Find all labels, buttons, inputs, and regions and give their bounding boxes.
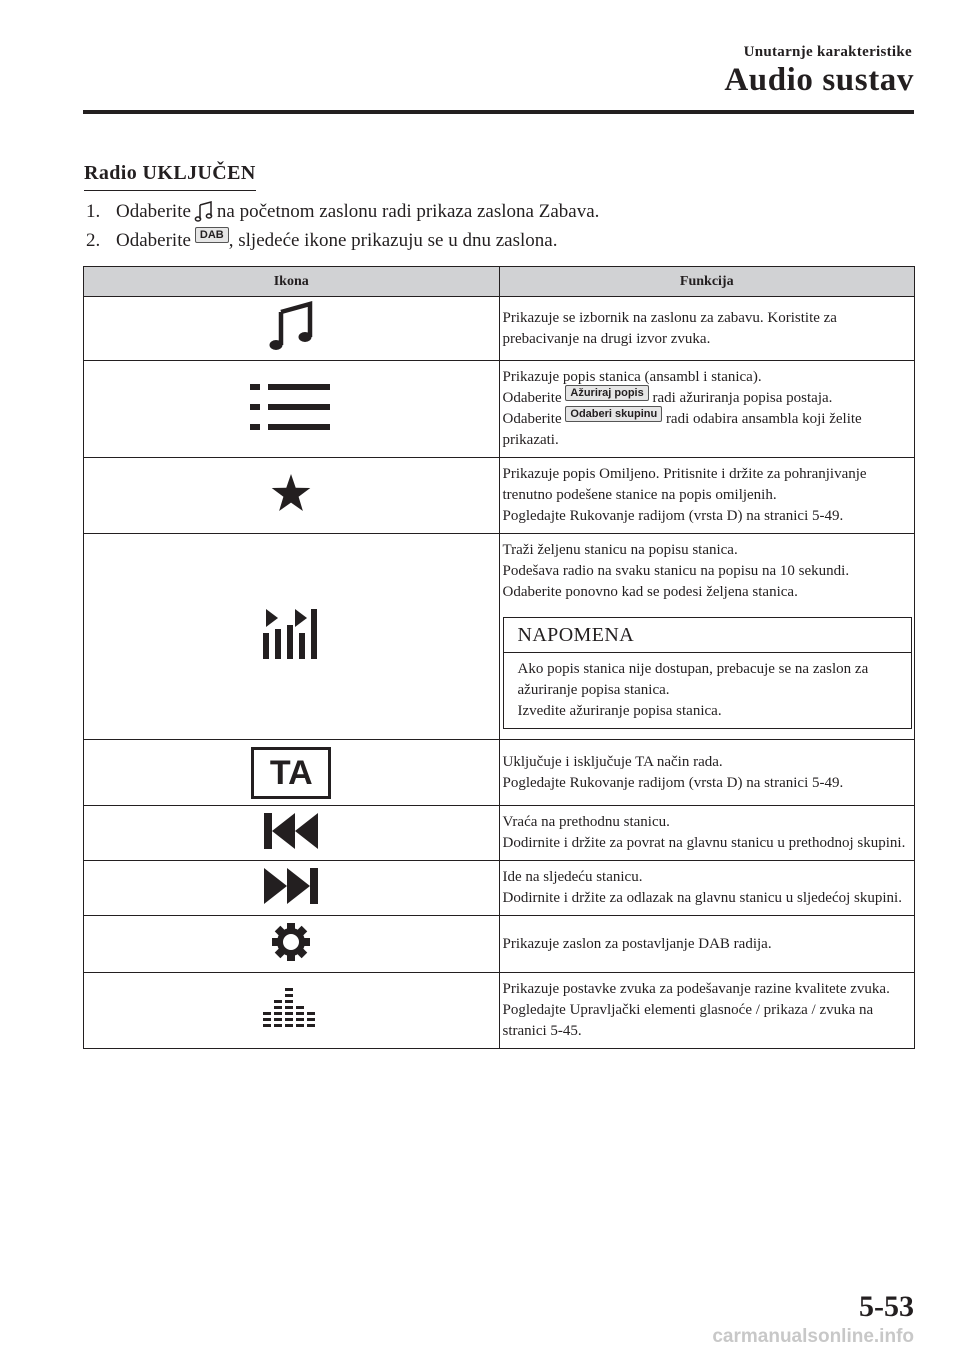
description-text: Odaberite ponovno kad se podesi željena stanica. — [502, 584, 798, 600]
function-table — [83, 266, 915, 1049]
note-title: NAPOMENA — [504, 618, 912, 653]
description-text: Prikazuje popis stanica (ansambl i stanica). — [502, 369, 762, 385]
table-row — [84, 297, 915, 361]
description-text: Prikazuje popis Omiljeno. Pritisnite i držite za pohranjivanje trenutno podešene stanice na popis omiljenih. — [502, 466, 867, 503]
music-note-icon[interactable] — [267, 339, 315, 356]
scan-icon[interactable] — [263, 646, 319, 663]
description-text: Vraća na prethodnu stanicu. — [502, 814, 670, 830]
table-row — [84, 916, 915, 973]
description-text: Ide na sljedeću stanicu. — [502, 869, 643, 885]
update-list-button[interactable]: Ažuriraj popis — [565, 385, 648, 401]
description-text: Pogledajte Rukovanje radijom (vrsta D) na stranici 5-49. — [502, 508, 844, 524]
note-box — [503, 617, 913, 729]
note-text: Izvedite ažuriranje popisa stanica. — [517, 703, 722, 719]
description-text: Pogledajte Rukovanje radijom (vrsta D) na stranici 5-49. — [502, 774, 844, 791]
table-row — [84, 458, 915, 534]
star-icon[interactable] — [271, 499, 311, 516]
step-text-pre: Odaberite — [116, 201, 191, 222]
section-title: Radio UKLJUČEN — [84, 162, 256, 191]
table-row — [84, 861, 915, 916]
description-text: Podešava radio na svaku stanicu na popisu na 10 sekundi. — [502, 563, 850, 579]
table-row — [84, 361, 915, 458]
list-icon[interactable] — [250, 419, 332, 436]
step-number: 1. — [86, 201, 101, 222]
skip-back-icon[interactable] — [264, 836, 318, 853]
table-row — [84, 806, 915, 861]
page-title: Audio sustav — [724, 62, 914, 98]
description-text: Odaberite — [502, 411, 562, 427]
step-2 — [86, 230, 557, 252]
column-header-function: Funkcija — [499, 267, 915, 297]
description-text: Traži željenu stanicu na popisu stanica. — [502, 542, 738, 558]
header-divider — [83, 110, 914, 114]
description-text: radi ažuriranja popisa postaja. — [652, 390, 833, 406]
table-row — [84, 534, 915, 740]
step-text-post: na početnom zaslonu radi prikaza zaslona Zabava. — [216, 201, 600, 222]
step-1 — [86, 201, 599, 223]
step-text-pre: Odaberite — [116, 230, 191, 251]
equalizer-icon[interactable] — [262, 1015, 320, 1032]
step-number: 2. — [86, 230, 101, 251]
page-number: 5-53 — [859, 1290, 914, 1323]
chapter-label: Unutarnje karakteristike — [743, 44, 912, 60]
table-row — [84, 973, 915, 1049]
skip-forward-icon[interactable] — [264, 891, 318, 908]
dab-button[interactable]: DAB — [195, 227, 229, 243]
ta-icon[interactable]: TA — [251, 747, 331, 799]
description-text: radi odabira ansambla koji želite prikazati. — [502, 411, 862, 448]
description-text: Pogledajte Upravljački elementi glasnoće / prikaza / zvuka na stranici 5-45. — [502, 1002, 874, 1039]
description-text: Odaberite — [502, 390, 562, 406]
music-note-icon — [194, 201, 214, 223]
step-text-post: , sljedeće ikone prikazuju se u dnu zaslona. — [228, 230, 558, 251]
table-row — [84, 740, 915, 806]
description-text: Uključuje i isključuje TA način rada. — [502, 753, 723, 770]
description-text: Prikazuje postavke zvuka za podešavanje razine kvalitete zvuka. — [502, 981, 890, 997]
gear-icon[interactable] — [271, 949, 311, 966]
description-text: Dodirnite i držite za povrat na glavnu stanicu u prethodnoj skupini. — [502, 835, 906, 851]
description-text: Prikazuje se izbornik na zaslonu za zabavu. Koristite za prebacivanje na drugi izvor zvuka. — [502, 309, 837, 347]
watermark: carmanualsonline.info — [712, 1326, 914, 1347]
select-ensemble-button[interactable]: Odaberi skupinu — [565, 406, 662, 422]
note-text: Ako popis stanica nije dostupan, prebacuje se na zaslon za ažuriranje popisa stanica. — [517, 661, 869, 698]
column-header-icon: Ikona — [84, 267, 500, 297]
description-text: Prikazuje zaslon za postavljanje DAB radija. — [502, 935, 772, 952]
description-text: Dodirnite i držite za odlazak na glavnu stanicu u sljedećoj skupini. — [502, 890, 902, 906]
